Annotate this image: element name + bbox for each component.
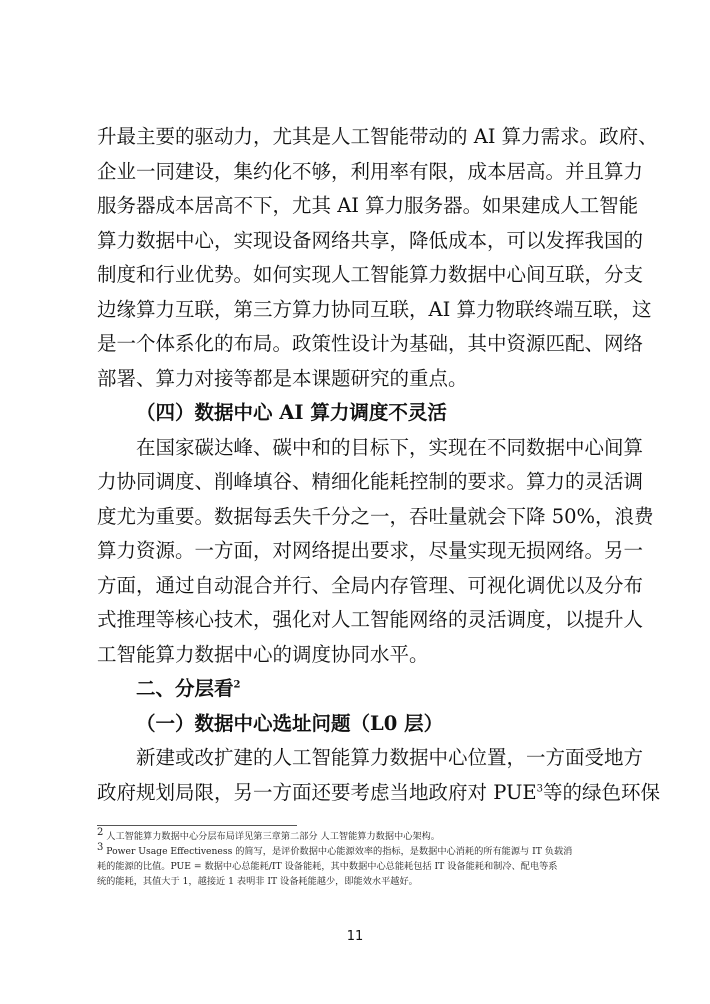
paragraph-text: 政府规划局限，另一方面还要考虑当地政府对 PUE [97,780,537,804]
paragraph-line: 算力数据中心，实现设备网络共享，降低成本，可以发挥我国的 [97,228,644,252]
footnote-3-cont: 统的能耗，其值大于 1，越接近 1 表明非 IT 设备耗能越少，即能效水平越好。 [97,876,418,887]
paragraph-line: 新建或改扩建的人工智能算力数据中心位置，一方面受地方 [136,746,644,769]
section-heading-1: （一）数据中心选址问题（L0 层） [136,711,444,735]
footnote-ref: 3 [536,783,544,794]
paragraph-line: 工智能算力数据中心的调度协同水平。 [97,642,429,666]
footnote-text: Power Usage Effectiveness 的简写，是评价数据中心能源效率的指标，是数据中心消耗的所有能源与 IT 负载消 [106,846,573,857]
paragraph-text: 等的绿色环保 [543,780,661,804]
footnote-2 [97,826,621,844]
paragraph-line: 升最主要的驱动力，尤其是人工智能带动的 AI 算力需求。政府、 [97,125,658,148]
footnote-number: 2 [97,826,104,838]
paragraph-line: 企业一同建设，集约化不够，利用率有限，成本居高。并且算力 [97,159,644,183]
chapter-heading-text: 二、分层看 [136,677,234,700]
footnote-divider [97,825,297,826]
paragraph-line: 算力资源。一方面，对网络提出要求，尽量实现无损网络。另一 [97,539,644,562]
footnote-text: 人工智能算力数据中心分层布局详见第三章第二部分 人工智能算力数据中心架构。 [106,831,440,842]
paragraph-line: 在国家碳达峰、碳中和的目标下，实现在不同数据中心间算 [136,435,644,459]
chapter-heading [97,672,621,707]
paragraph-line: 是一个体系化的布局。政策性设计为基础，其中资源匹配、网络 [97,332,644,355]
body-text [97,120,661,810]
footnote-ref: 2 [233,679,241,691]
page-number: 11 [346,929,364,944]
footnote-3-cont: 耗的能源的比值。PUE = 数据中心总能耗/IT 设备能耗，其中数据中心总能耗包括 IT 设备能耗和制冷、配电等系 [97,861,558,872]
section-heading-4: （四）数据中心 AI 算力调度不灵活 [136,401,447,424]
paragraph-line: 度尤为重要。数据每丢失千分之一，吞吐量就会下降 50%，浪费 [97,504,654,528]
paragraph-line: 服务器成本居高不下，尤其 AI 算力服务器。如果建成人工智能 [97,194,639,217]
paragraph-line: 式推理等核心技术，强化对人工智能网络的灵活调度，以提升人 [97,608,644,631]
footnote-3 [97,841,621,859]
footnote-number: 3 [97,841,104,853]
paragraph-line: 制度和行业优势。如何实现人工智能算力数据中心间互联，分支 [97,263,644,286]
paragraph-line [97,776,661,811]
paragraph-line: 方面，通过自动混合并行、全局内存管理、可视化调优以及分布 [97,573,644,597]
paragraph-line: 部署、算力对接等都是本课题研究的重点。 [97,366,468,390]
paragraph-line: 力协同调度、削峰填谷、精细化能耗控制的要求。算力的灵活调 [97,470,644,493]
footnotes [97,826,621,889]
paragraph-line: 边缘算力互联，第三方算力协同互联，AI 算力物联终端互联，这 [97,297,652,321]
